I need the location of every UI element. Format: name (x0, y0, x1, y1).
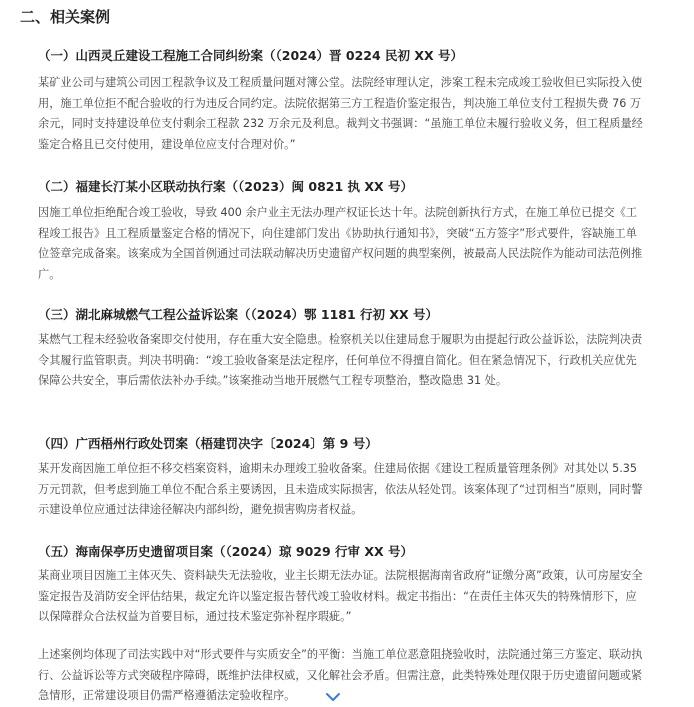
section-title: 二、相关案例 (20, 8, 111, 26)
case-body-2: 因施工单位拒绝配合竣工验收，导致 400 余户业主无法办理产权证长达十年。法院创新执行方式，在施工单位已提交《工程竣工报告》且工程质量鉴定合格的情况下，向住建部门发出《协助执行通知书》，突破“五方签字”形式要件，容缺施工单位签章完成备案。该案成为全国首例通过司法联动解决历史遗留产权问题的典型案例，被最高人民法院作为能动司法范例推广。 (38, 206, 643, 281)
chevron-down-icon[interactable] (325, 690, 341, 704)
case-title-2: （二）福建长汀某小区联动执行案（（2023）闽 0821 执 XX 号） (38, 179, 414, 194)
case-title-3: （三）湖北麻城燃气工程公益诉讼案（（2024）鄂 1181 行初 XX 号） (38, 307, 439, 322)
case-body-3: 某燃气工程未经验收备案即交付使用，存在重大安全隐患。检察机关以住建局怠于履职为由提起行政公益诉讼，法院判决责令其履行监管职责。判决书明确：“竣工验收备案是法定程序，任何单位不得擅自简化。但在紧急情况下，行政机关应优先保障公共安全，事后需依法补办手续。”该案推动当地开展燃气工程专项整治，整改隐患 31 处。 (38, 333, 643, 387)
case-body-5: 某商业项目因施工主体灭失、资料缺失无法验收，业主长期无法办证。法院根据海南省政府“证缴分离”政策，认可房屋安全鉴定报告及消防安全评估结果，裁定允许以鉴定报告替代竣工验收材料。裁定书指出：“在责任主体灭失的特殊情形下，应以保障群众合法权益为首要目标，通过技术鉴定弥补程序瑕疵。” (38, 569, 643, 623)
case-body-1: 某矿业公司与建筑公司因工程款争议及工程质量问题对簿公堂。法院经审理认定，涉案工程未完成竣工验收但已实际投入使用，施工单位拒不配合验收的行为违反合同约定。法院依据第三方工程造价鉴定报告，判决施工单位支付工程损失费 76 万余元，同时支持建设单位支付剩余工程款 232 万余元及利息。裁判文书强调：“虽施工单位未履行验收义务，但工程质量经鉴定合格且已交付使用，建设单位应支付合理对价。” (38, 76, 643, 151)
case-title-5: （五）海南保亭历史遗留项目案（（2024）琼 9029 行审 XX 号） (38, 544, 414, 559)
summary-paragraph: 上述案例均体现了司法实践中对“形式要件与实质安全”的平衡：当施工单位恶意阻挠验收时，法院通过第三方鉴定、联动执行、公益诉讼等方式突破程序障碍，既维护法律权威，又化解社会矛盾。但需注意，此类特殊处理仅限于历史遗留问题或紧急情形，正常建设项目仍需严格遵循法定验收程序。 (38, 648, 643, 702)
case-title-4: （四）广西梧州行政处罚案（梧建罚决字〔2024〕第 9 号） (38, 436, 378, 451)
case-title-1: （一）山西灵丘建设工程施工合同纠纷案（（2024）晋 0224 民初 XX 号） (38, 48, 464, 63)
case-body-4: 某开发商因施工单位拒不移交档案资料，逾期未办理竣工验收备案。住建局依据《建设工程质量管理条例》对其处以 5.35 万元罚款，但考虑到施工单位不配合系主要诱因，且未造成实际损害，依法从轻处罚。该案体现了“过罚相当”原则，同时警示建设单位应通过法律途径解决内部纠纷，避免损害购房者权益。 (38, 462, 643, 516)
